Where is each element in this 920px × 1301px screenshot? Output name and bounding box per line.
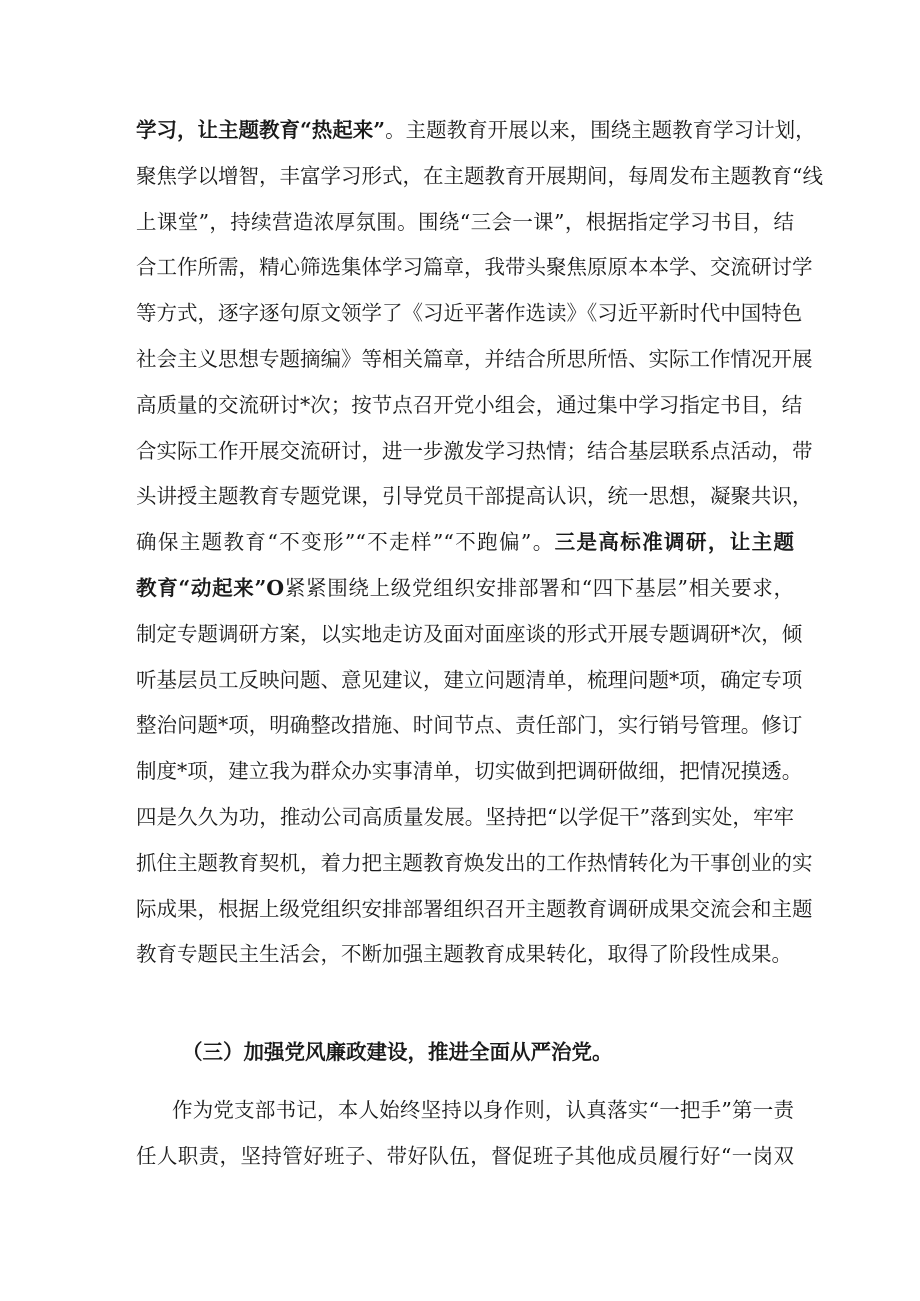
text-line xyxy=(136,749,803,795)
text-line xyxy=(136,887,813,933)
text-run: 教育专题民主生活会，不断加强主题教育成果转化，取得了阶段性成果。 xyxy=(136,942,792,967)
text-run: 等方式，逐字逐句原文领学了《习近平著作选读》《习近平新时代中国特色 xyxy=(136,301,803,326)
text-line xyxy=(136,154,823,200)
text-run: 确保主题教育“不变形”“不走样”“不跑偏”。 xyxy=(136,530,555,555)
text-line xyxy=(136,429,813,475)
body-paragraph-2 xyxy=(136,1088,794,1180)
bold-run: 学习，让主题教育“热起来” xyxy=(136,118,386,142)
text-run: 高质量的交流研讨*次；按节点召开党小组会，通过集中学习指定书目，结 xyxy=(136,392,803,417)
text-run: 抓住主题教育契机，着力把主题教育焕发出的工作热情转化为干事创业的实 xyxy=(136,850,813,875)
text-line xyxy=(136,1088,794,1134)
text-line xyxy=(136,520,794,566)
bold-run: 三是高标准调研，让主题 xyxy=(554,530,794,555)
text-run: 。主题教育开展以来，围绕主题教育学习计划， xyxy=(385,118,816,142)
text-line xyxy=(136,200,794,246)
section-heading: （三）加强党风廉政建设，推进全面从严治党。 xyxy=(182,1040,613,1064)
text-run: 社会主义思想专题摘编》等相关篇章，并结合所思所悟、实际工作情况开展 xyxy=(136,346,813,371)
text-line xyxy=(136,841,813,887)
text-line xyxy=(136,337,813,383)
text-line xyxy=(136,612,803,658)
text-line xyxy=(136,1134,794,1180)
text-run: 四是久久为功，推动公司高质量发展。坚持把“以学促干”落到实处，牢牢 xyxy=(136,804,794,829)
text-run: 合工作所需，精心筛选集体学习篇章，我带头聚焦原原本本学、交流研讨学 xyxy=(136,255,813,280)
text-run: 制度*项，建立我为群众办实事清单，切实做到把调研做细，把情况摸透。 xyxy=(136,759,803,784)
bold-run: 教育“动起来”O xyxy=(136,575,285,600)
text-run: 聚焦学以增智，丰富学习形式，在主题教育开展期间，每周发布主题教育“线 xyxy=(136,163,823,188)
text-run: 制定专题调研方案，以实地走访及面对面座谈的形式开展专题调研*次，倾 xyxy=(136,621,803,646)
text-line xyxy=(136,108,816,154)
text-line xyxy=(136,383,803,429)
text-run: 合实际工作开展交流研讨，进一步激发学习热情；结合基层联系点活动，带 xyxy=(136,438,813,463)
text-line xyxy=(136,932,794,978)
body-paragraph-1 xyxy=(136,108,823,978)
text-line xyxy=(136,245,813,291)
text-line xyxy=(136,703,803,749)
text-run: 作为党支部书记，本人始终坚持以身作则，认真落实“一把手”第一责 xyxy=(172,1098,794,1122)
text-run: 头讲授主题教育专题党课，引导党员干部提高认识，统一思想，凝聚共识， xyxy=(136,484,813,509)
text-run: 紧紧围绕上级党组织安排部署和“四下基层”相关要求， xyxy=(284,575,794,600)
text-line xyxy=(136,658,803,704)
text-run: 际成果，根据上级党组织安排部署组织召开主题教育调研成果交流会和主题 xyxy=(136,896,813,921)
text-line xyxy=(136,291,803,337)
text-line xyxy=(136,795,794,841)
text-run: 任人职责，坚持管好班子、带好队伍，督促班子其他成员履行好“一岗双 xyxy=(136,1143,794,1168)
text-run: 上课堂”，持续营造浓厚氛围。围绕“三会一课”，根据指定学习书目，结 xyxy=(136,209,794,234)
text-run: 整治问题*项，明确整改措施、时间节点、责任部门，实行销号管理。修订 xyxy=(136,713,803,738)
text-line xyxy=(136,474,813,520)
text-run: 听基层员工反映问题、意见建议，建立问题清单，梳理问题*项，确定专项 xyxy=(136,667,803,692)
text-line xyxy=(136,566,794,612)
